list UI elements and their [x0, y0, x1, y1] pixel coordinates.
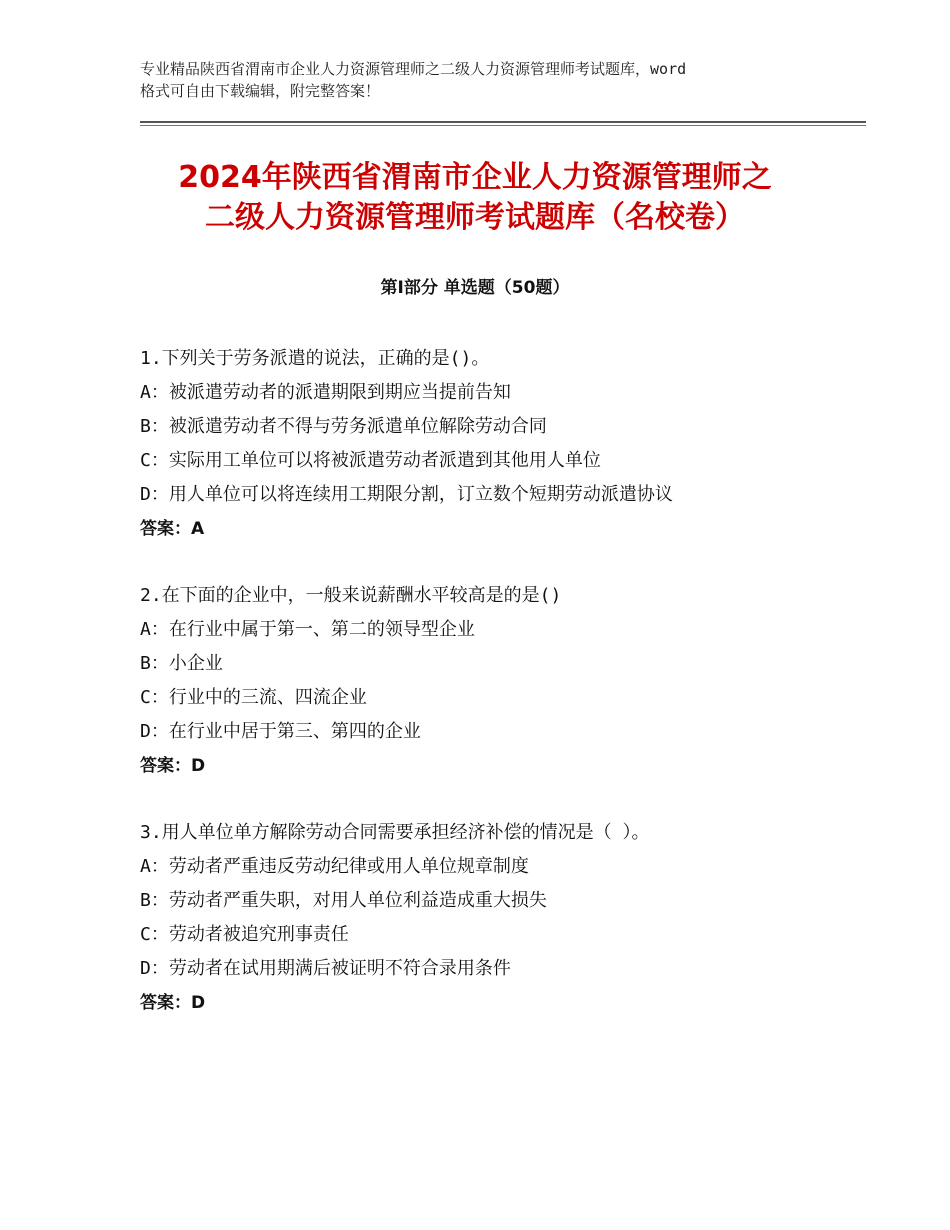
header-divider-thick	[140, 121, 866, 123]
answer: 答案：D	[140, 993, 206, 1013]
option-c: C：劳动者被追究刑事责任	[140, 924, 349, 945]
question-stem: 1.下列关于劳务派遣的说法，正确的是()。	[140, 348, 490, 369]
question-1	[140, 342, 860, 546]
option-a: A：劳动者严重违反劳动纪律或用人单位规章制度	[140, 856, 529, 877]
option-b: B：劳动者严重失职，对用人单位利益造成重大损失	[140, 890, 547, 911]
document-title-line-1: 2024年陕西省渭南市企业人力资源管理师之	[178, 160, 772, 195]
question-2	[140, 579, 860, 783]
option-c: C：实际用工单位可以将被派遣劳动者派遣到其他用人单位	[140, 450, 601, 471]
option-a: A：在行业中属于第一、第二的领导型企业	[140, 619, 475, 640]
header-note-line-1: 专业精品陕西省渭南市企业人力资源管理师之二级人力资源管理师考试题库，word	[140, 60, 687, 78]
header-note-line-2: 格式可自由下载编辑，附完整答案！	[140, 82, 381, 100]
option-b: B：小企业	[140, 653, 223, 674]
option-a: A：被派遣劳动者的派遣期限到期应当提前告知	[140, 382, 511, 403]
question-stem: 3.用人单位单方解除劳动合同需要承担经济补偿的情况是（ ）。	[140, 822, 650, 843]
document-title-line-2: 二级人力资源管理师考试题库（名校卷）	[205, 200, 745, 235]
option-d: D：在行业中居于第三、第四的企业	[140, 721, 421, 742]
question-stem: 2.在下面的企业中，一般来说薪酬水平较高是的是()	[140, 585, 562, 606]
question-3	[140, 816, 860, 1020]
header-note	[140, 58, 830, 102]
question-list	[140, 342, 860, 1053]
option-b: B：被派遣劳动者不得与劳务派遣单位解除劳动合同	[140, 416, 547, 437]
answer: 答案：D	[140, 756, 206, 776]
header-divider-thin	[140, 125, 866, 126]
option-d: D：劳动者在试用期满后被证明不符合录用条件	[140, 958, 511, 979]
document-title	[100, 158, 850, 238]
option-d: D：用人单位可以将连续用工期限分割，订立数个短期劳动派遣协议	[140, 484, 673, 505]
section-heading: 第Ⅰ部分 单选题（50题）	[380, 278, 570, 298]
option-c: C：行业中的三流、四流企业	[140, 687, 367, 708]
answer: 答案：A	[140, 519, 205, 539]
